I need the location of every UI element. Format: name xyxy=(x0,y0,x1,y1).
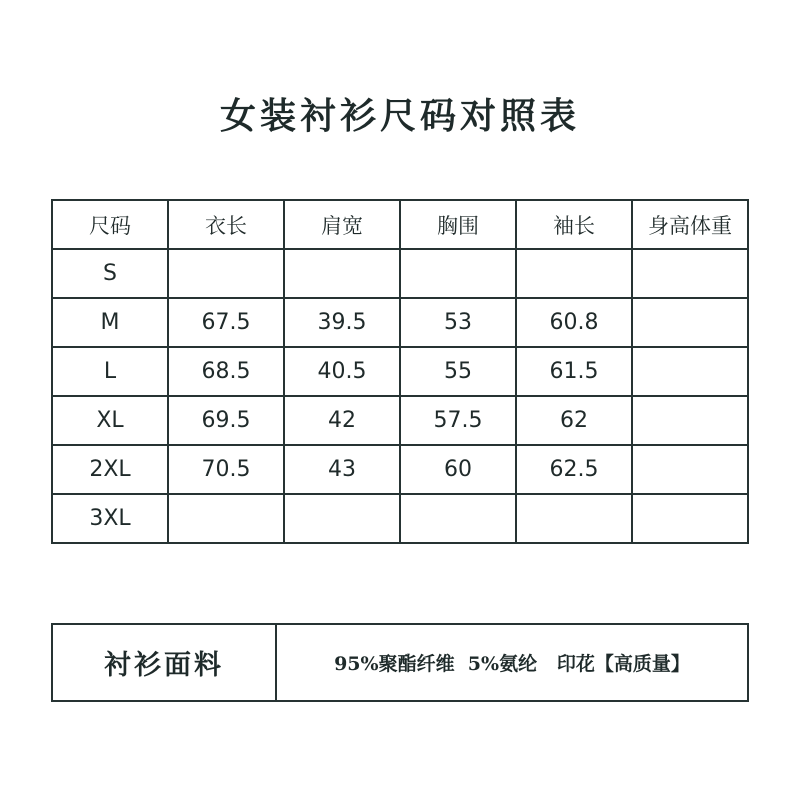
table-cell xyxy=(632,445,748,494)
table-cell: 40.5 xyxy=(284,347,400,396)
table-cell xyxy=(516,249,632,298)
table-row xyxy=(52,347,748,396)
table-cell: L xyxy=(52,347,168,396)
table-cell: M xyxy=(52,298,168,347)
table-cell: XL xyxy=(52,396,168,445)
table-cell: 70.5 xyxy=(168,445,284,494)
fabric-label: 衬衫面料 xyxy=(53,625,277,700)
table-cell: 39.5 xyxy=(284,298,400,347)
fabric-composition: 95%聚酯纤维 5%氨纶 印花【高质量】 xyxy=(334,653,690,675)
column-header-size: 尺码 xyxy=(52,200,168,249)
table-cell: 67.5 xyxy=(168,298,284,347)
table-cell xyxy=(632,347,748,396)
table-header-row xyxy=(52,200,748,249)
table-row xyxy=(52,298,748,347)
table-cell: 68.5 xyxy=(168,347,284,396)
table-cell: 3XL xyxy=(52,494,168,543)
table-cell: 69.5 xyxy=(168,396,284,445)
table-cell xyxy=(400,494,516,543)
table-cell: 62.5 xyxy=(516,445,632,494)
table-cell: 62 xyxy=(516,396,632,445)
column-header-height-weight: 身高体重 xyxy=(632,200,748,249)
table-cell xyxy=(400,249,516,298)
table-cell xyxy=(632,494,748,543)
table-cell: 61.5 xyxy=(516,347,632,396)
table-cell: 57.5 xyxy=(400,396,516,445)
table-cell: 53 xyxy=(400,298,516,347)
table-cell xyxy=(168,249,284,298)
table-cell: 60 xyxy=(400,445,516,494)
table-cell: 42 xyxy=(284,396,400,445)
table-cell xyxy=(632,396,748,445)
table-cell xyxy=(284,494,400,543)
column-header-bust: 胸围 xyxy=(400,200,516,249)
table-cell: 43 xyxy=(284,445,400,494)
table-cell xyxy=(632,298,748,347)
column-header-sleeve: 袖长 xyxy=(516,200,632,249)
table-cell: S xyxy=(52,249,168,298)
page-title: 女装衬衫尺码对照表 xyxy=(219,95,580,137)
table-cell xyxy=(284,249,400,298)
table-row xyxy=(52,396,748,445)
table-cell xyxy=(632,249,748,298)
table-cell: 2XL xyxy=(52,445,168,494)
table-cell xyxy=(516,494,632,543)
table-cell xyxy=(168,494,284,543)
table-row xyxy=(52,445,748,494)
table-cell: 55 xyxy=(400,347,516,396)
size-chart-table xyxy=(51,199,749,544)
column-header-length: 衣长 xyxy=(168,200,284,249)
fabric-info-box xyxy=(51,623,749,702)
table-cell: 60.8 xyxy=(516,298,632,347)
table-row xyxy=(52,494,748,543)
column-header-shoulder: 肩宽 xyxy=(284,200,400,249)
table-row xyxy=(52,249,748,298)
